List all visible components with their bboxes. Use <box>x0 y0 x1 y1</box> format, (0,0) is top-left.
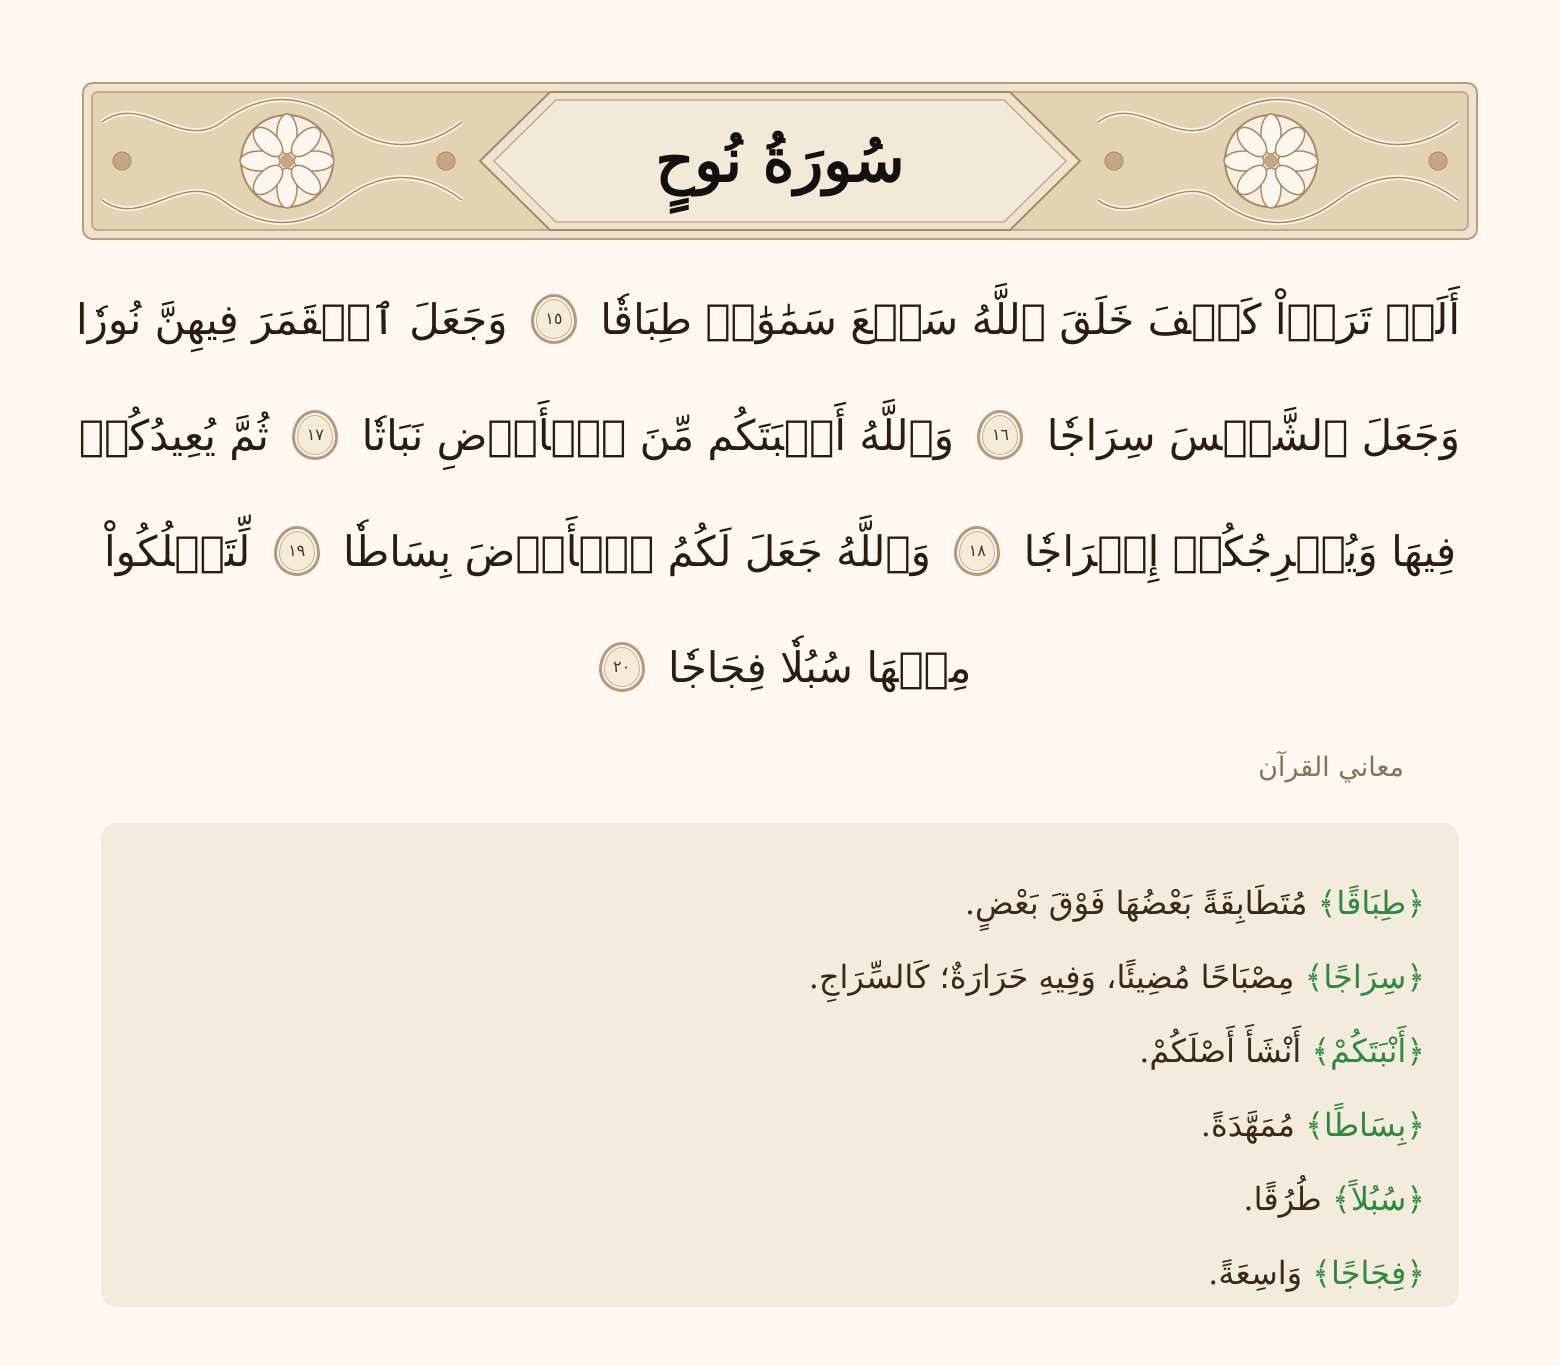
meaning-item <box>809 949 1425 1023</box>
meanings-panel <box>101 823 1459 1307</box>
ayah-number-marker[interactable]: ٢٠ <box>599 642 645 692</box>
ayah-text: وَجَعَلَ ٱلۡقَمَرَ فِيهِنَّ نُورٗا <box>75 295 508 344</box>
meaning-word[interactable]: ﴿سُبُلاً﴾ <box>1331 1180 1425 1218</box>
meaning-item <box>809 1023 1425 1097</box>
meaning-word[interactable]: ﴿سِرَاجًا﴾ <box>1304 958 1425 996</box>
meaning-definition: أَنْشَأَ أَصْلَكُمْ. <box>1139 1032 1302 1070</box>
ayah-text: وَٱللَّهُ جَعَلَ لَكُمُ ٱلۡأَرۡضَ بِسَاطٗا <box>343 527 931 576</box>
meaning-definition: مُتَطَابِقَةً بَعْضُهَا فَوْقَ بَعْضٍ. <box>964 884 1308 922</box>
surah-header-banner <box>82 82 1478 240</box>
ayah-number-marker[interactable]: ١٩ <box>274 526 320 576</box>
meaning-definition: مُمَهَّدَةً. <box>1200 1106 1295 1144</box>
meaning-word[interactable]: ﴿طِبَاقًا﴾ <box>1317 884 1425 922</box>
ayah-line <box>100 610 1460 726</box>
flower-right <box>1224 114 1318 208</box>
meaning-item <box>809 1097 1425 1171</box>
meaning-word[interactable]: ﴿بِسَاطًا﴾ <box>1305 1106 1425 1144</box>
ayah-text: وَٱللَّهُ أَنۢبَتَكُم مِّنَ ٱلۡأَرۡضِ نَبَاتٗا <box>361 411 955 460</box>
ayah-number-marker[interactable]: ١٥ <box>531 294 577 344</box>
surah-title: سُورَةُ نُوحٍ <box>655 126 905 196</box>
meaning-item <box>809 1245 1425 1319</box>
meaning-definition: وَاسِعَةً. <box>1208 1254 1303 1292</box>
ayah-text: أَلَمۡ تَرَوۡاْ كَيۡفَ خَلَقَ ٱللَّهُ سَبۡعَ سَمَٰوَٰتٖ طِبَاقٗا <box>600 295 1460 344</box>
ayah-line <box>78 378 1460 494</box>
meaning-word[interactable]: ﴿أَنْبَتَكُمْ﴾ <box>1311 1032 1425 1070</box>
ayah-text: مِنۡهَا سُبُلٗا فِجَاجٗا <box>667 643 972 692</box>
meaning-definition: طُرُقًا. <box>1243 1180 1322 1218</box>
ayah-text: فِيهَا وَيُخۡرِجُكُمۡ إِخۡرَاجٗا <box>1023 527 1457 576</box>
quran-text <box>75 262 1460 726</box>
ayah-number-marker[interactable]: ١٨ <box>954 526 1000 576</box>
meaning-item <box>809 875 1425 949</box>
meanings-section-label: معاني القرآن <box>1258 752 1404 783</box>
meanings-list <box>809 875 1425 1319</box>
ayah-number-marker[interactable]: ١٧ <box>292 410 338 460</box>
ayah-text: وَجَعَلَ ٱلشَّمۡسَ سِرَاجٗا <box>1046 411 1460 460</box>
meaning-item <box>809 1171 1425 1245</box>
ayah-text: لِّتَسۡلُكُواْ <box>103 527 251 576</box>
flower-left <box>240 114 334 208</box>
ayah-text: ثُمَّ يُعِيدُكُمۡ <box>78 411 269 460</box>
meaning-definition: مِصْبَاحًا مُضِيئًا، وَفِيهِ حَرَارَةٌ؛ كَالسِّرَاجِ. <box>808 958 1295 996</box>
ayah-line <box>75 262 1460 378</box>
meaning-word[interactable]: ﴿فِجَاجًا﴾ <box>1312 1254 1425 1292</box>
ayah-line <box>100 494 1460 610</box>
ayah-number-marker[interactable]: ١٦ <box>977 410 1023 460</box>
